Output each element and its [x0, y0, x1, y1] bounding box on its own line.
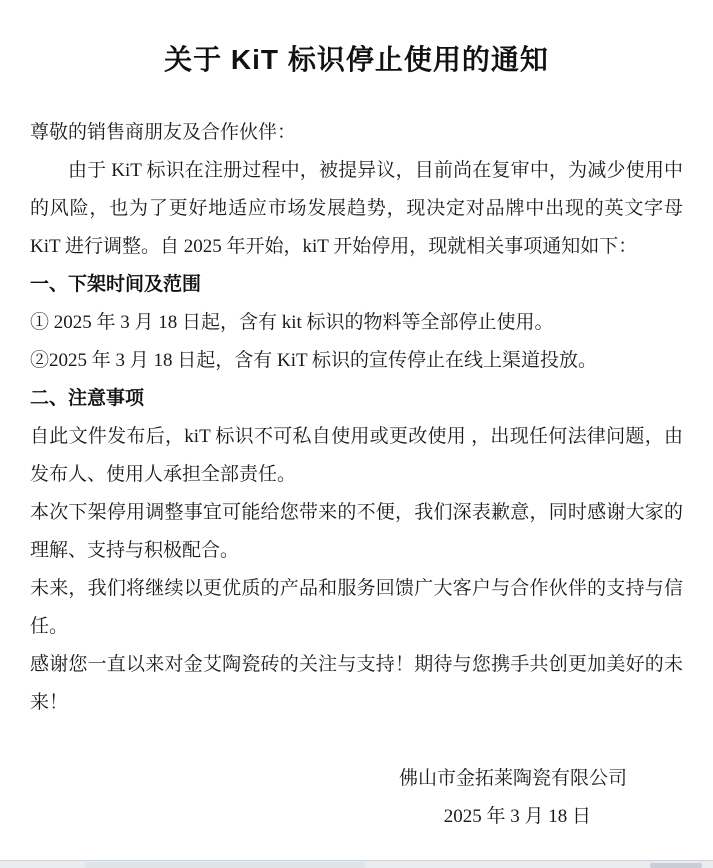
bottom-scrollbar-track[interactable] [0, 860, 713, 868]
signature-date: 2025 年 3 月 18 日 [443, 806, 591, 827]
section2-paragraph-3: 未来，我们将继续以更优质的产品和服务回馈广大客户与合作伙伴的支持与信任。 [30, 578, 683, 637]
section2-paragraph-4: 感谢您一直以来对金艾陶瓷砖的关注与支持！期待与您携手共创更加美好的未来！ [30, 654, 683, 713]
section1-item-2: ②2025 年 3 月 18 日起，含有 KiT 标识的宣传停止在线上渠道投放。 [30, 350, 598, 371]
section1-item-1: ① 2025 年 3 月 18 日起，含有 kit 标识的物料等全部停止使用。 [30, 312, 554, 333]
intro-paragraph: 由于 KiT 标识在注册过程中，被提异议，目前尚在复审中，为减少使用中的风险，也为了更好地适应市场发展趋势，现决定对品牌中出现的英文字母 KiT 进行调整。自 2025 年开始，kiT 开始停用，现就相关事项通知如下： [30, 160, 683, 257]
document-title: 关于 KiT 标识停止使用的通知 [164, 44, 549, 75]
section2-heading: 二、注意事项 [30, 388, 145, 409]
signature-company: 佛山市金拓莱陶瓷有限公司 [398, 768, 627, 789]
greeting-line: 尊敬的销售商朋友及合作伙伴： [30, 122, 297, 143]
document-body [30, 114, 683, 836]
scrollbar-thumb[interactable] [650, 863, 702, 868]
section2-paragraph-1: 自此文件发布后，kiT 标识不可私自使用或更改使用 ，出现任何法律问题，由发布人、使用人承担全部责任。 [30, 426, 683, 485]
signature-block [30, 760, 683, 836]
section1-heading: 一、下架时间及范围 [30, 274, 202, 295]
scrollbar-band [85, 862, 365, 868]
section2-paragraph-2: 本次下架停用调整事宜可能给您带来的不便，我们深表歉意，同时感谢大家的理解、支持与积极配合。 [30, 502, 683, 561]
